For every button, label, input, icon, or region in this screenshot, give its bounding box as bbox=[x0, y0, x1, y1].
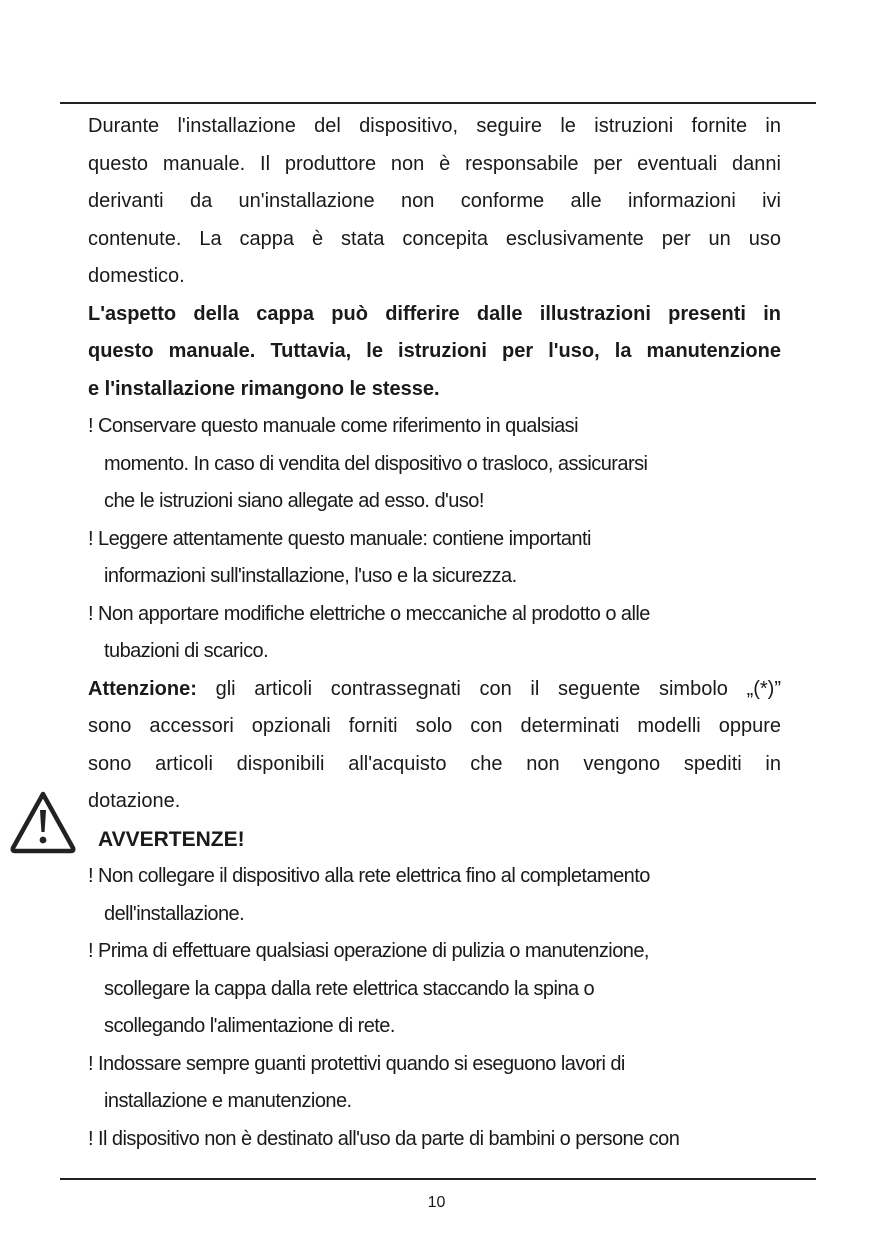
intro-paragraph bbox=[88, 108, 781, 296]
warning-item bbox=[88, 1121, 781, 1159]
text-line: scollegando l'alimentazione di rete. bbox=[104, 1015, 395, 1037]
page-content bbox=[88, 108, 781, 1158]
text-line: e l'installazione rimangono le stesse. bbox=[88, 377, 440, 400]
text-line: tubazioni di scarico. bbox=[104, 640, 269, 662]
text-line: ! Leggere attentamente questo manuale: contiene importanti bbox=[88, 527, 591, 550]
text-line: ! Prima di effettuare qualsiasi operazione di pulizia o manutenzione, bbox=[88, 940, 649, 962]
warning-item bbox=[88, 933, 781, 1046]
page-number: 10 bbox=[427, 1194, 446, 1211]
attention-text: gli articoli contrassegnati con il seguente simbolo „(*)” bbox=[215, 677, 781, 700]
text-line: derivanti da un'installazione non conforme alle informazioni ivi bbox=[88, 190, 781, 212]
text-line: sono articoli disponibili all'acquisto che non vengono spediti in bbox=[88, 752, 781, 775]
text-line: ! Non collegare il dispositivo alla rete elettrica fino al completamento bbox=[88, 865, 650, 887]
warning-item bbox=[88, 1046, 781, 1121]
text-line: questo manuale. Il produttore non è responsabile per eventuali danni bbox=[88, 152, 781, 175]
text-line: ! Non apportare modifiche elettriche o meccaniche al prodotto o alle bbox=[88, 602, 650, 625]
text-line: momento. In caso di vendita del dispositivo o trasloco, assicurarsi bbox=[104, 452, 648, 475]
text-line: scollegare la cappa dalla rete elettrica staccando la spina o bbox=[104, 977, 595, 1000]
text-line: questo manuale. Tuttavia, le istruzioni per l'uso, la manutenzione bbox=[88, 340, 781, 362]
text-line: informazioni sull'installazione, l'uso e la sicurezza. bbox=[104, 565, 517, 587]
text-line: ! Il dispositivo non è destinato all'uso da parte di bambini o persone con bbox=[88, 1127, 680, 1150]
attention-paragraph bbox=[88, 671, 781, 821]
attention-label: Attenzione: bbox=[88, 677, 197, 700]
text-line: domestico. bbox=[88, 265, 185, 287]
footer-rule bbox=[60, 1178, 816, 1180]
warning-triangle-icon bbox=[9, 790, 77, 854]
warning-item bbox=[88, 858, 781, 933]
text-line: dell'installazione. bbox=[104, 902, 245, 925]
text-line: che le istruzioni siano allegate ad esso. d'uso! bbox=[104, 490, 484, 512]
text-line bbox=[88, 671, 781, 709]
text-line: contenute. La cappa è stata concepita esclusivamente per un uso bbox=[88, 227, 781, 250]
text-line: Durante l'installazione del dispositivo, seguire le istruzioni fornite in bbox=[88, 115, 781, 137]
warnings-heading: AVVERTENZE! bbox=[98, 827, 245, 851]
text-line: dotazione. bbox=[88, 790, 181, 812]
text-line: ! Indossare sempre guanti protettivi quando si eseguono lavori di bbox=[88, 1052, 625, 1075]
note-item bbox=[88, 596, 781, 671]
text-line: ! Conservare questo manuale come riferimento in qualsiasi bbox=[88, 415, 579, 437]
bold-paragraph bbox=[88, 296, 781, 409]
text-line: sono accessori opzionali forniti solo con determinati modelli oppure bbox=[88, 715, 781, 737]
header-rule bbox=[60, 102, 816, 104]
note-item bbox=[88, 521, 781, 596]
text-line: L'aspetto della cappa può differire dalle illustrazioni presenti in bbox=[88, 302, 781, 325]
text-line: installazione e manutenzione. bbox=[104, 1090, 352, 1112]
note-item bbox=[88, 408, 781, 521]
